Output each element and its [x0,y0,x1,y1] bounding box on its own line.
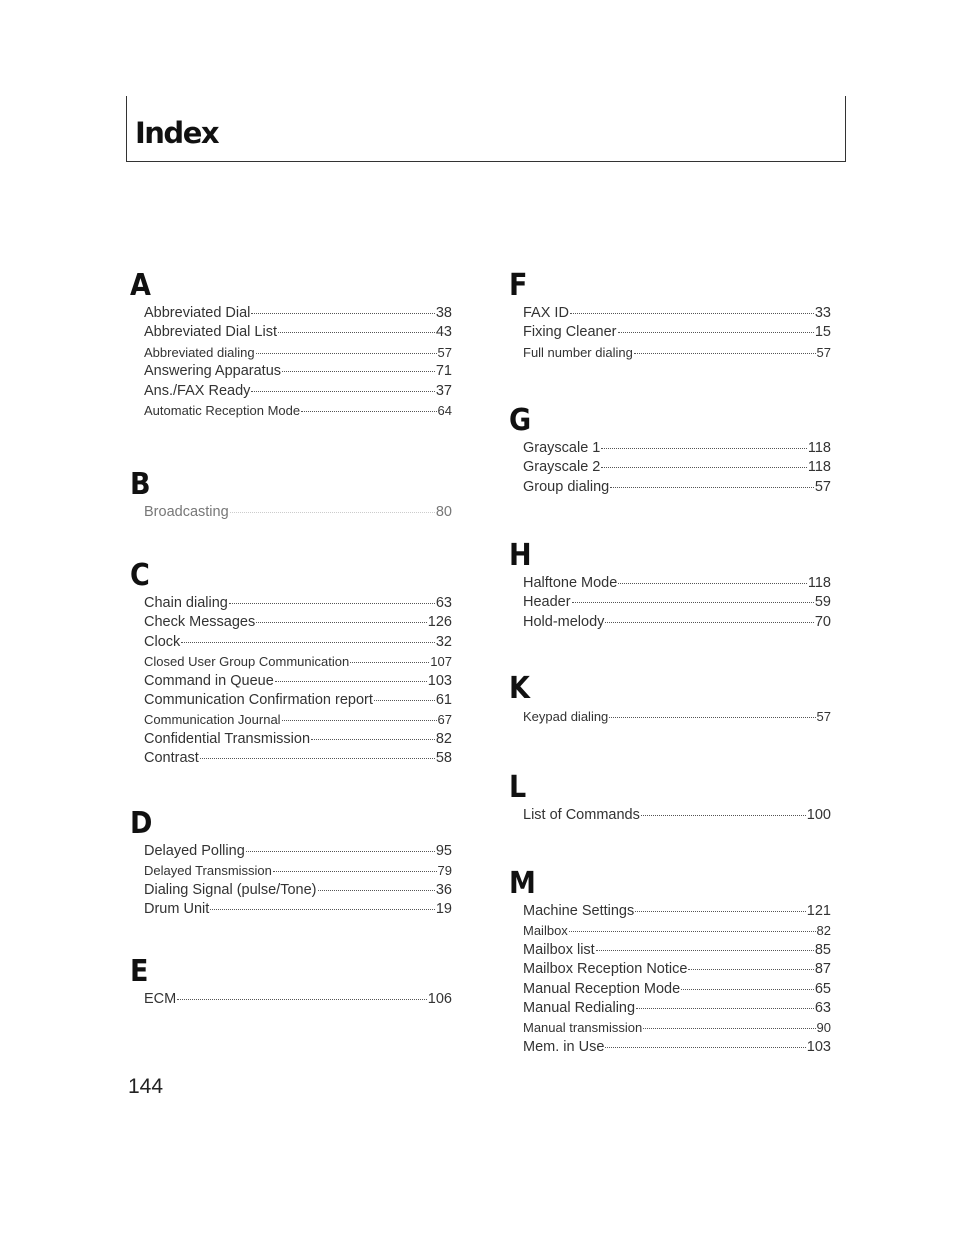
index-section-h [509,538,831,632]
entry-label: Answering Apparatus [144,363,282,380]
entry-list [130,842,452,920]
entry-page-number: 80 [435,504,452,520]
section-letter: G [509,403,531,438]
dot-leader [275,681,427,682]
entry-label: Grayscale 1 [523,440,601,456]
index-section-d [130,806,452,920]
entry-page-number: 85 [814,941,831,958]
dot-leader [569,931,816,932]
dot-leader [311,739,435,740]
entry-page-number: 118 [807,459,831,476]
index-entry [130,652,452,671]
index-section-g [509,403,831,497]
index-entry [130,691,452,710]
entry-label: Mailbox [523,923,568,939]
dot-leader [634,353,816,354]
entry-page-number: 57 [816,709,831,724]
entry-label: Keypad dialing [523,709,609,724]
entry-label: Fixing Cleaner [523,324,617,341]
index-entry [130,672,452,691]
entry-label: Chain dialing [144,595,228,611]
dot-leader [610,487,814,488]
dot-leader [251,391,434,392]
entry-page-number: 100 [806,807,831,823]
entry-page-number: 67 [437,712,452,728]
entry-label: Contrast [144,750,199,767]
index-entry [130,382,452,401]
entry-label: Grayscale 2 [523,459,601,476]
section-letter: C [130,558,149,593]
entry-page-number: 71 [435,363,452,380]
entry-label: Header [523,594,571,611]
index-entry [130,730,452,749]
entry-list [130,503,452,522]
entry-label: Dialing Signal (pulse/Tone) [144,881,317,898]
entry-label: Halftone Mode [523,575,618,591]
index-entry [130,594,452,613]
entry-page-number: 15 [814,324,831,341]
index-section-l [509,770,831,825]
dot-leader [618,332,814,333]
entry-page-number: 58 [435,750,452,767]
entry-label: Abbreviated Dial List [144,324,277,341]
dot-leader [251,313,434,314]
index-entry [509,1038,831,1057]
index-entry [509,1018,831,1037]
index-entry [509,458,831,477]
dot-leader [605,1047,805,1048]
dot-leader [301,411,436,412]
entry-page-number: 87 [814,961,831,978]
entry-label: Manual transmission [523,1020,643,1036]
dot-leader [278,332,435,333]
entry-page-number: 82 [435,730,452,747]
index-entry [130,503,452,522]
index-entry [130,323,452,342]
entry-page-number: 107 [430,654,452,670]
dot-leader [318,890,435,891]
entry-page-number: 126 [427,614,452,631]
index-entry [509,921,831,940]
section-letter: M [509,866,535,901]
dot-leader [230,512,435,513]
entry-label: Hold-melody [523,613,605,630]
entry-label: Confidential Transmission [144,730,311,747]
entry-label: ECM [144,991,177,1007]
dot-leader [246,851,435,852]
entry-page-number: 57 [816,344,831,360]
entry-label: Ans./FAX Ready [144,382,251,399]
index-entry [130,710,452,729]
index-entry [509,613,831,632]
entry-label: Broadcasting [144,504,229,520]
entry-label: FAX ID [523,305,569,321]
dot-leader [601,448,807,449]
entry-list [509,439,831,497]
entry-label: Closed User Group Communication [144,654,350,670]
dot-leader [641,815,806,816]
entry-label: Command in Queue [144,672,274,689]
entry-page-number: 59 [814,594,831,611]
dot-leader [282,371,435,372]
dot-leader [282,720,437,721]
index-entry [130,304,452,323]
entry-page-number: 95 [435,843,452,859]
dot-leader [643,1028,815,1029]
dot-leader [374,700,435,701]
entry-label: Manual Redialing [523,999,636,1016]
entry-page-number: 79 [437,863,452,879]
index-entry [509,304,831,323]
index-entry [509,707,831,726]
title-box [126,96,846,162]
index-section-c [130,558,452,769]
page-number: 144 [128,1075,164,1098]
index-section-a [130,268,452,420]
entry-page-number: 57 [437,344,452,360]
index-entry [509,343,831,362]
entry-page-number: 19 [435,901,452,918]
dot-leader [596,950,814,951]
index-entry [130,842,452,861]
entry-page-number: 37 [435,382,452,399]
index-entry [130,613,452,632]
entry-page-number: 121 [806,903,831,919]
index-entry [130,749,452,768]
index-entry [509,323,831,342]
entry-list [509,304,831,362]
index-entry [509,439,831,458]
entry-page-number: 61 [435,691,452,708]
section-letter: D [130,806,152,841]
entry-page-number: 64 [437,402,452,418]
entry-page-number: 82 [816,923,831,939]
index-entry [509,941,831,960]
entry-list [509,574,831,632]
dot-leader [635,911,806,912]
dot-leader [609,717,815,718]
entry-list [130,990,452,1009]
entry-list [509,806,831,825]
dot-leader [636,1008,814,1009]
index-section-k [509,671,831,726]
index-entry [130,343,452,362]
index-entry [130,362,452,381]
section-letter: L [509,770,526,805]
entry-page-number: 106 [427,991,452,1007]
entry-label: Automatic Reception Mode [144,402,301,418]
entry-label: Communication Confirmation report [144,691,373,708]
entry-list [130,594,452,769]
index-entry [509,593,831,612]
section-letter: E [130,954,148,989]
dot-leader [681,989,814,990]
index-entry [130,401,452,420]
entry-label: Clock [144,633,181,650]
entry-label: Full number dialing [523,344,633,360]
entry-page-number: 90 [816,1020,831,1036]
dot-leader [181,642,435,643]
entry-page-number: 63 [814,999,831,1016]
index-entry [509,980,831,999]
index-section-e [130,954,452,1009]
entry-page-number: 63 [435,595,452,611]
dot-leader [229,603,435,604]
entry-page-number: 103 [806,1038,831,1055]
index-entry [509,478,831,497]
section-letter: K [509,671,530,706]
entry-label: Abbreviated dialing [144,344,255,360]
index-entry [130,990,452,1009]
dot-leader [688,969,813,970]
index-entry [130,861,452,880]
entry-label: Delayed Transmission [144,863,272,879]
dot-leader [200,758,435,759]
entry-page-number: 70 [814,613,831,630]
dot-leader [601,467,807,468]
entry-page-number: 57 [814,478,831,495]
entry-label: Mailbox Reception Notice [523,961,688,978]
entry-page-number: 43 [435,324,452,341]
index-section-f [509,268,831,362]
dot-leader [256,622,427,623]
entry-label: Manual Reception Mode [523,980,681,997]
index-entry [509,999,831,1018]
entry-label: Mailbox list [523,941,595,958]
dot-leader [273,871,437,872]
entry-page-number: 38 [435,305,452,321]
index-section-b [130,467,452,522]
entry-label: Drum Unit [144,901,210,918]
dot-leader [618,583,807,584]
entry-label: List of Commands [523,807,640,823]
entry-label: Communication Journal [144,712,281,728]
index-entry [509,902,831,921]
entry-label: Abbreviated Dial [144,305,251,321]
entry-label: Machine Settings [523,903,635,919]
entry-page-number: 33 [814,305,831,321]
index-entry [130,900,452,919]
index-entry [509,806,831,825]
section-letter: H [509,538,531,573]
dot-leader [605,622,813,623]
dot-leader [177,999,427,1000]
entry-label: Delayed Polling [144,843,245,859]
entry-page-number: 36 [435,881,452,898]
entry-label: Mem. in Use [523,1038,605,1055]
dot-leader [350,662,429,663]
dot-leader [572,602,814,603]
section-letter: A [130,268,150,303]
index-entry [130,633,452,652]
dot-leader [256,353,437,354]
index-entry [509,574,831,593]
entry-page-number: 32 [435,633,452,650]
dot-leader [570,313,814,314]
dot-leader [210,909,435,910]
entry-page-number: 103 [427,672,452,689]
entry-page-number: 65 [814,980,831,997]
entry-page-number: 118 [807,575,831,591]
entry-list [130,304,452,420]
section-letter: F [509,268,527,303]
entry-label: Group dialing [523,478,610,495]
entry-page-number: 118 [807,440,831,456]
index-entry [130,881,452,900]
section-letter: B [130,467,150,502]
index-section-m [509,866,831,1057]
page-title: Index [135,116,219,150]
entry-label: Check Messages [144,614,256,631]
index-entry [509,960,831,979]
entry-list [509,707,831,726]
entry-list [509,902,831,1057]
